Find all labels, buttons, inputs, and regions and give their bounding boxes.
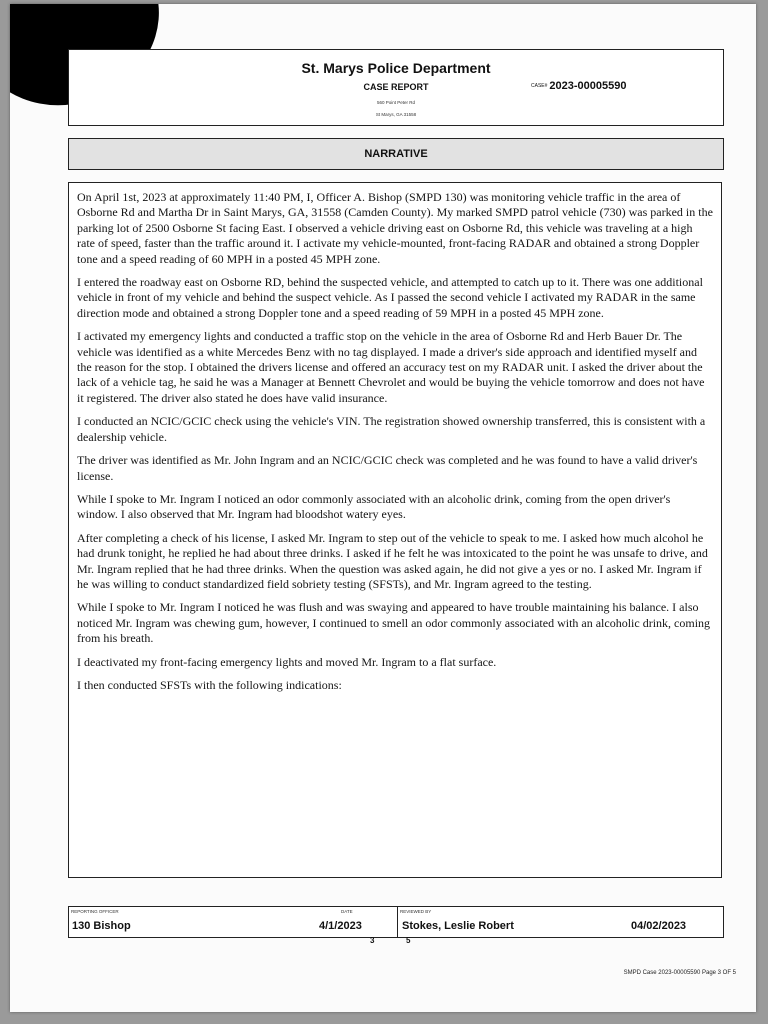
page-footer: SMPD Case 2023-00005590 Page 3 OF 5	[623, 970, 736, 976]
date-label: DATE	[341, 909, 353, 914]
case-number	[531, 80, 626, 92]
narrative-paragraph: While I spoke to Mr. Ingram I noticed he was flush and was swaying and appeared to have trouble maintaining his balance. I also noticed Mr. Ingram was chewing gum, however, I continued to smell an odor commonly associated with an alcoholic drink, coming from his breath.	[77, 600, 711, 646]
narrative-paragraph: I deactivated my front-facing emergency lights and moved Mr. Ingram to a flat surface.	[77, 654, 497, 669]
narrative-paragraph: I activated my emergency lights and conducted a traffic stop on the vehicle in the area of Osborne Rd and Herb Bauer Dr. The vehicle was identified as a white Mercedes Benz with no tag displayed. I made a driver's side approach and identified myself and the reason for the stop. I obtained the drivers license and offered an accuracy test on my RADAR unit. I asked the driver about the lack of a vehicle tag, he said he was a Manager at Bennett Chevrolet and would be buying the vehicle tomorrow and does not have it registered. The driver also stated he does have valid insurance.	[77, 329, 705, 405]
reporting-officer-label: REPORTING OFFICER	[71, 909, 119, 914]
address-line-2: St Marys, GA 31558	[375, 112, 417, 117]
narrative-paragraph: After completing a check of his license, I asked Mr. Ingram to step out of the vehicle to speak to me. I asked how much alcohol he had drunk tonight, he replied he had about three drinks. I asked if he felt he was intoxicated to the point he was unsafe to drive, and Mr. Ingram replied that he had three drinks. When the question was asked again, he did not give a yes or no. I asked Mr. Ingram if he was willing to conduct standardized field sobriety testing (SFSTs), and Mr. Ingram agreed to the testing.	[77, 530, 708, 591]
divider	[397, 907, 398, 937]
reviewed-by: Stokes, Leslie Robert	[402, 920, 514, 932]
narrative-body	[68, 182, 722, 878]
narrative-paragraph: The driver was identified as Mr. John Ingram and an NCIC/GCIC check was completed and he was found to have a valid driver's license.	[77, 453, 698, 483]
page-note-right: 5	[406, 936, 411, 945]
narrative-paragraph: I conducted an NCIC/GCIC check using the vehicle's VIN. The registration showed ownership transferred, this is consistent with a dealership vehicle.	[77, 414, 706, 444]
review-date: 04/02/2023	[631, 920, 687, 932]
report-page	[10, 4, 756, 1012]
narrative-paragraph: I entered the roadway east on Osborne RD, behind the suspected vehicle, and attempted to catch up to it. There was one additional vehicle in front of my vehicle and behind the suspect vehicle. As I passed the second vehicle I activated my RADAR in the same direction mode and obtained a strong Doppler tone and a speed reading of 59 MPH in a posted 45 MPH zone.	[77, 275, 703, 320]
signature-block	[68, 906, 724, 938]
narrative-paragraph: On April 1st, 2023 at approximately 11:40 PM, I, Officer A. Bishop (SMPD 130) was monitoring vehicle traffic in the area of Osborne Rd and Martha Dr in Saint Marys, GA, 31558 (Camden County). My marked SMPD patrol vehicle (730) was parked in the parking lot of 2500 Osborne St facing East. I observed a vehicle driving east on Osborne Rd, this vehicle was traveling at a high rate of speed, faster than the traffic around it. I activate my vehicle-mounted, front-facing RADAR and obtained a strong Doppler tone and a speed reading of 60 MPH in a posted 45 MPH zone.	[77, 190, 713, 266]
reporting-officer: 130 Bishop	[72, 920, 131, 932]
report-header	[68, 49, 724, 126]
report-type: CASE REPORT	[363, 82, 429, 92]
report-date: 4/1/2023	[319, 920, 362, 932]
case-number-label: CASE#	[531, 83, 548, 90]
address-line-1: 560 Point Peter Rd	[376, 100, 416, 105]
page-note-left: 3	[370, 936, 375, 945]
case-number-value: 2023-00005590	[549, 80, 627, 92]
reviewed-by-label: REVIEWED BY	[400, 909, 432, 914]
narrative-title: NARRATIVE	[68, 138, 724, 170]
department-name: St. Marys Police Department	[301, 60, 491, 76]
narrative-paragraph: While I spoke to Mr. Ingram I noticed an odor commonly associated with an alcoholic drink, coming from the open driver's window. I also observed that Mr. Ingram had bloodshot watery eyes.	[77, 491, 671, 522]
narrative-paragraph: I then conducted SFSTs with the following indications:	[77, 677, 342, 692]
